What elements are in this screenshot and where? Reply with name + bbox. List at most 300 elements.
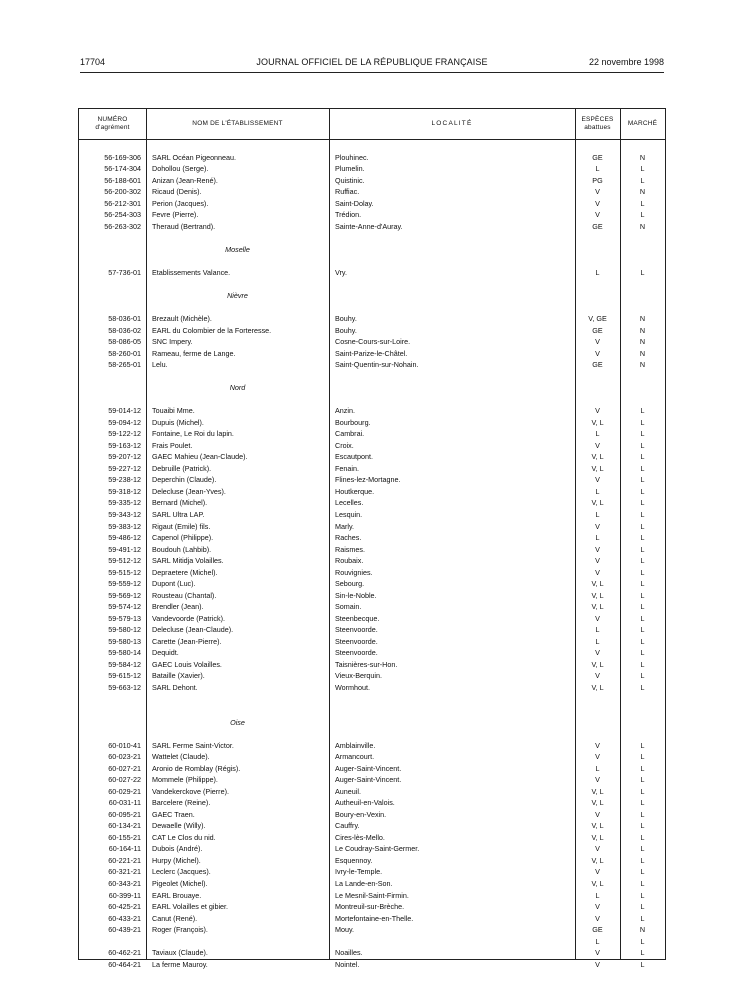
- establishment-name: Brezault (Michèle).: [152, 313, 212, 323]
- locality: Ivry-le-Temple.: [335, 867, 383, 877]
- locality: Auger-Saint-Vincent.: [335, 775, 402, 785]
- market: L: [640, 510, 645, 519]
- agrement-number: 59-383-12: [108, 521, 141, 531]
- agrement-number: 56-188-601: [104, 175, 141, 185]
- spacer: [79, 140, 665, 152]
- table-row: [79, 417, 665, 429]
- agrement-number: 58-260-01: [108, 348, 141, 358]
- market: L: [640, 648, 645, 658]
- establishment-name: SARL Océan Pigeonneau.: [152, 152, 237, 162]
- species: V, L: [591, 579, 604, 589]
- species: V, L: [591, 682, 604, 692]
- department-heading: [79, 290, 665, 302]
- locality: Noailles.: [335, 948, 363, 958]
- department-name: Nord: [229, 383, 246, 393]
- establishment-name: Lelu.: [152, 360, 168, 370]
- market: L: [640, 763, 645, 773]
- locality: Taisnières-sur-Hon.: [335, 659, 398, 669]
- agrement-number: 60-221-21: [108, 855, 141, 865]
- locality: Bouhy.: [335, 325, 357, 335]
- species: V, L: [591, 590, 604, 600]
- market: L: [640, 486, 645, 496]
- table-row: [79, 209, 665, 221]
- market: L: [640, 936, 645, 946]
- establishment-name: Canut (René).: [152, 913, 198, 923]
- agrement-number: 59-569-12: [108, 590, 141, 600]
- table-row: [79, 336, 665, 348]
- table-row: [79, 359, 665, 371]
- agrement-number: 60-010-41: [108, 740, 141, 750]
- market: L: [640, 613, 645, 623]
- table-row: [79, 440, 665, 452]
- species: V: [595, 475, 600, 485]
- table-row: [79, 509, 665, 521]
- locality: Wormhout.: [335, 682, 371, 692]
- establishment-name: EARL du Colombier de la Forteresse.: [152, 325, 272, 335]
- table-row: [79, 647, 665, 659]
- department-name: Nièvre: [227, 290, 248, 300]
- species: L: [595, 510, 600, 519]
- locality: Fenain.: [335, 463, 359, 473]
- locality: Cauffry.: [335, 821, 360, 831]
- locality: Escautpont.: [335, 452, 373, 462]
- agrement-number: 56-169-306: [104, 152, 141, 162]
- establishment-name: GAEC Louis Volailles.: [152, 659, 222, 669]
- locality: Cires-lès-Mello.: [335, 832, 385, 842]
- locality: Bouhy.: [335, 313, 357, 323]
- table-row: [79, 624, 665, 636]
- locality: Houtkerque.: [335, 486, 375, 496]
- header-rule: [80, 72, 664, 73]
- agrement-number: 60-095-21: [108, 809, 141, 819]
- species: V: [595, 544, 600, 554]
- locality: Bourbourg.: [335, 417, 371, 427]
- department-heading: [79, 717, 665, 729]
- table-row: [79, 947, 665, 959]
- table-row: [79, 832, 665, 844]
- market: L: [640, 267, 645, 277]
- establishment-name: Rameau, ferme de Lange.: [152, 348, 236, 358]
- species: L: [595, 429, 600, 439]
- agrement-number: 60-027-22: [108, 775, 141, 785]
- locality: Sainte-Anne-d'Auray.: [335, 221, 403, 231]
- species: V: [595, 648, 600, 658]
- market: L: [640, 579, 645, 589]
- market: L: [640, 786, 645, 796]
- species: V, L: [591, 879, 604, 888]
- agrement-number: 58-265-01: [108, 360, 141, 370]
- locality: Ruffiac.: [335, 187, 360, 197]
- establishment-name: SARL Mitidja Volailles.: [152, 556, 224, 566]
- market: L: [640, 440, 645, 450]
- establishment-name: EARL Brouaye.: [152, 890, 202, 900]
- species: V: [595, 406, 600, 416]
- table-row: [79, 751, 665, 763]
- species: GE: [592, 152, 603, 162]
- market: N: [639, 925, 646, 935]
- market: L: [640, 475, 645, 485]
- agrement-number: 60-031-11: [108, 798, 141, 808]
- agrement-number: 59-574-12: [108, 602, 141, 612]
- market: L: [640, 740, 645, 750]
- locality: Mortefontaine-en-Thelle.: [335, 913, 414, 923]
- locality: Sin-le-Noble.: [335, 590, 377, 600]
- establishment-name: Dewaelle (Willy).: [152, 821, 206, 831]
- locality: Amblainville.: [335, 740, 376, 750]
- locality: Autheuil-en-Valois.: [335, 798, 395, 808]
- establishment-name: SARL Dehont.: [152, 682, 198, 692]
- column-header-numero: NUMÉRO d'agrément: [95, 116, 130, 131]
- market: N: [639, 152, 646, 162]
- journal-title: JOURNAL OFFICIEL DE LA RÉPUBLIQUE FRANÇAISE: [256, 57, 488, 67]
- species: V, L: [591, 452, 604, 462]
- table-row: [79, 313, 665, 325]
- species: V: [595, 556, 600, 566]
- establishment-name: Carette (Jean-Pierre).: [152, 636, 222, 646]
- page-number: 17704: [80, 57, 106, 67]
- establishment-name: Taviaux (Claude).: [152, 948, 208, 958]
- market: L: [640, 902, 645, 912]
- market: L: [640, 567, 645, 577]
- species: V: [595, 902, 600, 912]
- locality: Steenvoorde.: [335, 648, 378, 658]
- establishment-name: GAEC Mahieu (Jean-Claude).: [152, 452, 248, 462]
- establishment-name: Delecluse (Jean-Claude).: [152, 625, 234, 635]
- species: V, L: [591, 786, 604, 796]
- table-row: [79, 613, 665, 625]
- establishment-name: Dohollou (Serge).: [152, 164, 209, 174]
- table-row: [79, 774, 665, 786]
- establishment-name: Rousteau (Chantal).: [152, 590, 217, 600]
- species: V, L: [591, 821, 604, 831]
- agrement-number: 60-425-21: [108, 902, 141, 912]
- establishment-name: Delecluse (Jean-Yves).: [152, 486, 226, 496]
- species: V: [595, 913, 600, 923]
- establishment-name: Fevre (Pierre).: [152, 210, 199, 220]
- locality: Steenbecque.: [335, 613, 380, 623]
- agrement-number: 60-439-21: [108, 925, 141, 935]
- column-header-nom: NOM DE L'ÉTABLISSEMENT: [192, 120, 283, 127]
- table-row: [79, 486, 665, 498]
- market: L: [640, 671, 645, 681]
- species: GE: [592, 221, 603, 231]
- species: L: [595, 533, 600, 543]
- table-row: [79, 809, 665, 821]
- establishment-name: Touaibi Mme.: [152, 406, 195, 416]
- locality: Marly.: [335, 521, 355, 531]
- market: L: [640, 521, 645, 531]
- table-row: [79, 474, 665, 486]
- agrement-number: 58-036-01: [108, 313, 141, 323]
- table-row: [79, 428, 665, 440]
- agrement-number: 59-163-12: [108, 440, 141, 450]
- locality: Saint-Dolay.: [335, 198, 374, 208]
- establishment-name: Theraud (Bertrand).: [152, 221, 216, 231]
- table-row: [79, 590, 665, 602]
- locality: Flines-lez-Mortagne.: [335, 475, 401, 485]
- spacer: [79, 394, 665, 406]
- species: L: [595, 636, 600, 646]
- market: N: [639, 337, 646, 347]
- establishment-name: Dubois (André).: [152, 844, 203, 854]
- table-row: [79, 636, 665, 648]
- spacer: [79, 728, 665, 740]
- species: PG: [592, 175, 603, 185]
- agrement-number: 59-014-12: [108, 406, 141, 416]
- table-row: [79, 198, 665, 210]
- species: V: [595, 752, 600, 762]
- locality: Esquennoy.: [335, 855, 373, 865]
- locality: Steenvoorde.: [335, 625, 378, 635]
- agrement-number: 60-155-21: [108, 832, 141, 842]
- species: L: [595, 936, 600, 946]
- locality: Montreuil-sur-Brèche.: [335, 902, 405, 912]
- agrement-number: 56-212-301: [104, 198, 141, 208]
- locality: Mouy.: [335, 925, 355, 935]
- agrement-number: 59-318-12: [108, 486, 141, 496]
- market: N: [639, 187, 646, 197]
- agrement-number: 60-134-21: [108, 821, 141, 831]
- table-header: [79, 109, 665, 140]
- table-row: [79, 890, 665, 902]
- market: L: [640, 809, 645, 819]
- locality: Armancourt.: [335, 752, 375, 762]
- species: V: [595, 187, 600, 197]
- establishment-name: Brendler (Jean).: [152, 602, 204, 612]
- establishment-name: Dupont (Luc).: [152, 579, 196, 589]
- agrement-number: 60-399-11: [108, 890, 141, 900]
- market: L: [640, 844, 645, 854]
- department-name: Moselle: [225, 244, 250, 254]
- table-row: [79, 175, 665, 187]
- establishment-name: EARL Volailles et gibier.: [152, 902, 229, 912]
- department-heading: [79, 382, 665, 394]
- species: L: [595, 890, 600, 900]
- agrement-number: 60-462-21: [108, 948, 141, 958]
- table-row: [79, 325, 665, 337]
- market: L: [640, 775, 645, 785]
- locality: Saint-Parize-le-Châtel.: [335, 348, 408, 358]
- agrement-number: 59-584-12: [108, 659, 141, 669]
- locality: Sebourg.: [335, 579, 365, 589]
- market: L: [640, 602, 645, 612]
- locality: Auneuil.: [335, 786, 361, 796]
- table-row: [79, 797, 665, 809]
- locality: Croix.: [335, 440, 354, 450]
- market: L: [640, 798, 645, 808]
- market: L: [640, 948, 645, 958]
- establishment-name: Vandevoorde (Patrick).: [152, 613, 225, 623]
- locality: Plouhinec.: [335, 152, 369, 162]
- market: L: [640, 406, 645, 416]
- establishment-name: Wattelet (Claude).: [152, 752, 210, 762]
- locality: Plumelin.: [335, 164, 365, 174]
- establishment-name: Aronio de Romblay (Régis).: [152, 763, 241, 773]
- agrement-number: 56-263-302: [104, 221, 141, 231]
- market: L: [640, 832, 645, 842]
- locality: Le Coudray-Saint-Germer.: [335, 844, 420, 854]
- market: L: [640, 659, 645, 669]
- establishments-table: [78, 108, 666, 969]
- locality: Vry.: [335, 267, 347, 277]
- agrement-number: 59-094-12: [108, 417, 141, 427]
- table-row: [79, 348, 665, 360]
- species: L: [595, 486, 600, 496]
- establishment-name: Rigaut (Emile) fils.: [152, 521, 211, 531]
- establishment-name: Leclerc (Jacques).: [152, 867, 211, 877]
- species: V, L: [591, 659, 604, 669]
- page-header: [80, 57, 664, 71]
- market: L: [640, 636, 645, 646]
- table-row: [79, 152, 665, 164]
- table-row: [79, 221, 665, 233]
- agrement-number: 60-321-21: [108, 867, 141, 877]
- publication-date: 22 novembre 1998: [588, 57, 664, 67]
- table-row: [79, 267, 665, 279]
- establishment-name: Bernard (Michel).: [152, 498, 208, 508]
- agrement-number: 56-254-303: [104, 210, 141, 220]
- market: N: [639, 360, 646, 370]
- establishment-name: Hurpy (Michel).: [152, 855, 201, 865]
- species: V, GE: [588, 313, 607, 323]
- locality: Somain.: [335, 602, 362, 612]
- species: V: [595, 809, 600, 819]
- species: V: [595, 948, 600, 958]
- market: L: [640, 556, 645, 566]
- table-row: [79, 878, 665, 890]
- agrement-number: 60-433-21: [108, 913, 141, 923]
- locality: Saint-Quentin-sur-Nohain.: [335, 360, 419, 370]
- market: L: [640, 175, 645, 185]
- table-row: [79, 682, 665, 694]
- species: L: [595, 267, 600, 277]
- locality: Roubaix.: [335, 556, 364, 566]
- spacer: [79, 705, 665, 717]
- table-row: [79, 532, 665, 544]
- table-row: [79, 186, 665, 198]
- market: L: [640, 752, 645, 762]
- table-row: [79, 936, 665, 948]
- species: V: [595, 775, 600, 785]
- agrement-number: 59-663-12: [108, 682, 141, 692]
- establishment-name: SARL Ferme Saint-Victor.: [152, 740, 234, 750]
- establishment-name: SARL Ultra LAP.: [152, 510, 205, 519]
- agrement-number: 59-343-12: [108, 510, 141, 519]
- agrement-number: 59-580-14: [108, 648, 141, 658]
- agrement-number: 59-580-12: [108, 625, 141, 635]
- table-body: [79, 140, 665, 970]
- species: V: [595, 613, 600, 623]
- agrement-number: 59-515-12: [108, 567, 141, 577]
- species: GE: [592, 325, 603, 335]
- agrement-number: 58-036-02: [108, 325, 141, 335]
- table-row: [79, 740, 665, 752]
- market: L: [640, 544, 645, 554]
- locality: Cosne-Cours-sur-Loire.: [335, 337, 411, 347]
- establishment-name: La ferme Mauroy.: [152, 959, 208, 969]
- establishment-name: Deperchin (Claude).: [152, 475, 217, 485]
- table-row: [79, 463, 665, 475]
- agrement-number: 59-122-12: [108, 429, 141, 439]
- establishment-name: Capenol (Philippe).: [152, 533, 214, 543]
- species: V, L: [591, 832, 604, 842]
- market: L: [640, 452, 645, 462]
- species: L: [595, 164, 600, 174]
- market: L: [640, 959, 645, 969]
- table-row: [79, 555, 665, 567]
- agrement-number: 57-736-01: [108, 267, 141, 277]
- locality: Raches.: [335, 533, 362, 543]
- species: V, L: [591, 463, 604, 473]
- species: V: [595, 867, 600, 877]
- locality: Auger-Saint-Vincent.: [335, 763, 402, 773]
- market: L: [640, 682, 645, 692]
- agrement-number: 59-238-12: [108, 475, 141, 485]
- species: L: [595, 763, 600, 773]
- species: V: [595, 567, 600, 577]
- department-heading: [79, 244, 665, 256]
- establishment-name: Depraetere (Michel).: [152, 567, 218, 577]
- species: GE: [592, 360, 603, 370]
- establishment-name: Mommele (Philippe).: [152, 775, 218, 785]
- market: L: [640, 879, 645, 888]
- species: V: [595, 210, 600, 220]
- species: V: [595, 671, 600, 681]
- locality: Steenvoorde.: [335, 636, 378, 646]
- establishment-name: Boudouh (Lahbib).: [152, 544, 212, 554]
- species: V, L: [591, 498, 604, 508]
- establishment-name: Fontaine, Le Roi du lapin.: [152, 429, 234, 439]
- locality: Lesquin.: [335, 510, 363, 519]
- establishment-name: Debruille (Patrick).: [152, 463, 212, 473]
- table-row: [79, 670, 665, 682]
- spacer: [79, 301, 665, 313]
- table-row: [79, 405, 665, 417]
- agrement-number: 59-335-12: [108, 498, 141, 508]
- establishment-name: Barcelere (Reine).: [152, 798, 211, 808]
- market: N: [639, 221, 646, 231]
- agrement-number: 59-227-12: [108, 463, 141, 473]
- agrement-number: 56-174-304: [104, 164, 141, 174]
- table-row: [79, 544, 665, 556]
- locality: Cambrai.: [335, 429, 365, 439]
- establishment-name: Dupuis (Michel).: [152, 417, 204, 427]
- locality: Rouvignies.: [335, 567, 373, 577]
- table-row: [79, 497, 665, 509]
- market: L: [640, 498, 645, 508]
- establishment-name: Bataille (Xavier).: [152, 671, 205, 681]
- column-header-localite: LOCALITÉ: [431, 120, 473, 127]
- market: L: [640, 821, 645, 831]
- table-row: [79, 763, 665, 775]
- species: V: [595, 740, 600, 750]
- table-row: [79, 163, 665, 175]
- locality: Anzin.: [335, 406, 355, 416]
- market: L: [640, 867, 645, 877]
- market: L: [640, 855, 645, 865]
- market: L: [640, 625, 645, 635]
- market: L: [640, 210, 645, 220]
- market: L: [640, 198, 645, 208]
- column-header-especes: ESPÈCES abattues: [581, 116, 614, 131]
- locality: Vieux-Berquin.: [335, 671, 383, 681]
- species: V, L: [591, 417, 604, 427]
- table-row: [79, 659, 665, 671]
- agrement-number: 60-027-21: [108, 763, 141, 773]
- agrement-number: 59-512-12: [108, 556, 141, 566]
- agrement-number: 59-580-13: [108, 636, 141, 646]
- establishment-name: GAEC Traen.: [152, 809, 195, 819]
